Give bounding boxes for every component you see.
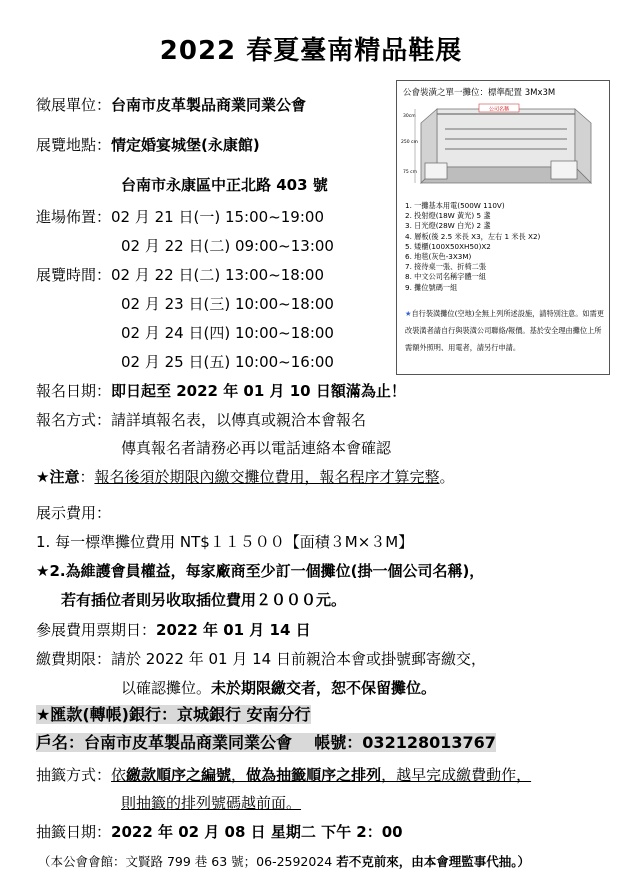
booth-caption: 公會裝潢之單一攤位：標準配置 3Mx3M bbox=[403, 88, 556, 98]
payment-line2-bold: 未於期限繳交者，恕不保留攤位。 bbox=[211, 679, 437, 697]
notice-star: ★注意 bbox=[36, 468, 80, 486]
registration-date-label: 報名日期： bbox=[36, 382, 112, 400]
bank-account-name: 戶名：台南市皮革製品商業同業公會 bbox=[36, 733, 293, 752]
booth-item: 2. 投射燈(18W 黃光) 5 盞 bbox=[405, 211, 491, 221]
booth-dim-250: 250 cm bbox=[401, 140, 418, 145]
booth-item: 8. 中文公司名稱字體一組 bbox=[405, 272, 487, 282]
footer-proxy: 若不克前來，由本會理監事代抽。） bbox=[336, 854, 530, 869]
booth-item: 7. 接待桌一張、折椅二張 bbox=[405, 262, 487, 272]
organizer-value: 台南市皮革製品商業同業公會 bbox=[111, 96, 307, 114]
invoice-date-row bbox=[36, 619, 311, 641]
booth-note-text: 自行裝潢攤位(空地)全無上列所述設施，請特別注意。如需更改裝潢者請自行與裝潢公司聯絡/報價。基於安全理由攤位上所需額外照明、用電者，請另行申請。 bbox=[405, 309, 604, 352]
bank-row bbox=[36, 703, 311, 727]
lottery-bold-2: 做為抽籤順序之排列 bbox=[246, 766, 382, 784]
booth-dim-75: 75 cm bbox=[403, 170, 418, 175]
notice-text: 報名後須於期限內繳交攤位費用，報名程序才算完整 bbox=[94, 468, 440, 486]
payment-label: 繳費期限： bbox=[36, 650, 112, 668]
footer-address: （本公會會館：文賢路 799 巷 63 號；06-2592024 bbox=[38, 854, 337, 869]
registration-method-line2: 傳真報名者請務必再以電話連絡本會確認 bbox=[121, 439, 392, 457]
booth-note-star: ★ bbox=[405, 309, 412, 318]
page-title: 2022 春夏臺南精品鞋展 bbox=[159, 36, 463, 66]
lottery-date-row bbox=[36, 821, 403, 843]
notice-end: 。 bbox=[439, 468, 455, 486]
registration-date-row bbox=[36, 380, 406, 402]
bank-account-row bbox=[36, 731, 496, 755]
setup-label: 進場佈置： bbox=[36, 208, 112, 226]
notice-row bbox=[36, 466, 455, 488]
setup-time-2: 02 月 22 日(二) 09:00~13:00 bbox=[121, 237, 334, 255]
booth-diagram-box bbox=[396, 80, 610, 375]
payment-line2-plain: 以確認攤位。 bbox=[121, 679, 212, 697]
exhibit-label: 展覽時間： bbox=[36, 266, 112, 284]
payment-line1: 請於 2022 年 01 月 14 日前親洽本會或掛號郵寄繳交， bbox=[111, 650, 486, 668]
booth-item-list bbox=[405, 201, 605, 293]
payment-line2 bbox=[121, 677, 436, 699]
fees-item-2-line2: 若有插位者則另收取插位費用２０００元。 bbox=[61, 591, 347, 609]
venue-label: 展覽地點： bbox=[36, 136, 112, 154]
venue-row bbox=[36, 134, 260, 156]
exhibit-time-2: 02 月 23 日(三) 10:00~18:00 bbox=[121, 295, 334, 313]
lottery-bold-1: 繳款順序之編號 bbox=[126, 766, 232, 784]
lottery-text-2: ， bbox=[231, 766, 247, 784]
lottery-line1 bbox=[111, 766, 531, 784]
lottery-text-1: 依 bbox=[111, 766, 127, 784]
venue-address: 台南市永康區中正北路 403 號 bbox=[121, 176, 328, 194]
lottery-text-3: ，越早完成繳費動作， bbox=[381, 766, 532, 784]
lottery-date-label: 抽籤日期： bbox=[36, 823, 112, 841]
booth-item: 9. 攤位號碼一組 bbox=[405, 282, 458, 292]
bank-account-number: 帳號：03212801376​7 bbox=[314, 733, 496, 752]
exhibit-time-3: 02 月 24 日(四) 10:00~18:00 bbox=[121, 324, 334, 342]
lottery-date-value: 2022 年 02 月 08 日 星期二 下午 2：00 bbox=[111, 823, 403, 841]
setup-row-1 bbox=[36, 206, 324, 228]
organizer-row bbox=[36, 94, 306, 116]
registration-date-value: 即日起至 2022 年 01 月 10 日額滿為止！ bbox=[111, 382, 406, 400]
exhibit-time-4: 02 月 25 日(五) 10:00~16:00 bbox=[121, 353, 334, 371]
registration-method-label: 報名方式： bbox=[36, 411, 112, 429]
booth-note bbox=[405, 305, 605, 356]
fees-item-1: 1. 每一標準攤位費用 NT$１１５００【面積３M×３M】 bbox=[36, 533, 414, 551]
lottery-label: 抽籤方式： bbox=[36, 766, 112, 784]
booth-illustration bbox=[401, 101, 607, 199]
exhibit-time-1: 02 月 22 日(二) 13:00~18:00 bbox=[111, 266, 324, 284]
booth-item: 3. 日光燈(28W 白光) 2 盞 bbox=[405, 221, 491, 231]
footer-note bbox=[38, 852, 530, 870]
payment-row bbox=[36, 648, 486, 670]
lottery-line2: 則抽籤的排列號碼越前面。 bbox=[121, 794, 302, 812]
lottery-row bbox=[36, 764, 531, 786]
setup-time-1: 02 月 21 日(一) 15:00~19:00 bbox=[111, 208, 324, 226]
booth-item: 5. 矮櫃(100X50XH50)X2 bbox=[405, 241, 491, 251]
booth-item: 4. 層板(後 2.5 米長 X3，左右 1 米長 X2) bbox=[405, 231, 541, 241]
booth-dim-30: 30cm bbox=[403, 114, 416, 119]
registration-method-line1: 請詳填報名表，以傳真或親洽本會報名 bbox=[111, 411, 367, 429]
invoice-date-value: 2022 年 01 月 14 日 bbox=[156, 621, 311, 639]
organizer-label: 徵展單位： bbox=[36, 96, 112, 114]
bank-name: ★匯款(轉帳)銀行：京城銀行 安南分行 bbox=[36, 705, 311, 724]
registration-method-row bbox=[36, 409, 366, 431]
booth-sign-label: 公司名稱 bbox=[488, 106, 510, 113]
booth-item: 6. 地毯(灰色-3X3M) bbox=[405, 252, 472, 262]
fees-label: 展示費用： bbox=[36, 504, 112, 522]
invoice-date-label: 參展費用票期日： bbox=[36, 621, 157, 639]
exhibit-row-1 bbox=[36, 264, 324, 286]
fees-item-2-line1: ★2.為維護會員權益，每家廠商至少訂一個攤位(掛一個公司名稱)， bbox=[36, 562, 485, 580]
booth-item: 1. 一攤基本用電(500W 110V) bbox=[405, 201, 505, 210]
notice-colon: ： bbox=[79, 468, 95, 486]
venue-name: 情定婚宴城堡(永康館) bbox=[111, 136, 260, 154]
